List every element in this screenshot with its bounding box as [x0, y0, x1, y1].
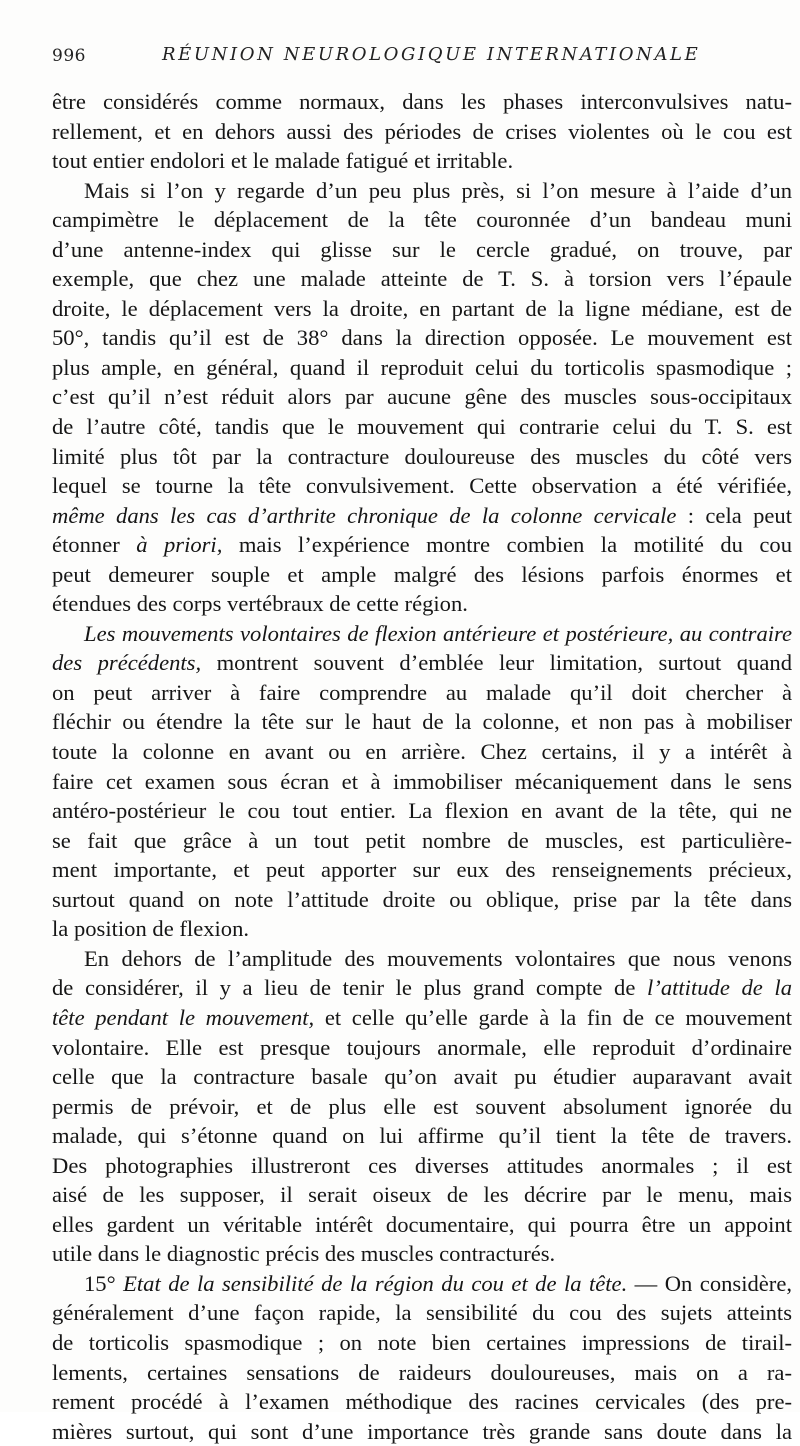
text-segment: Mais si l’on y regarde d’un peu plus près, si l’on mesure à l’aide d’un	[84, 177, 792, 203]
text-segment: la position de flexion.	[52, 916, 250, 942]
text-segment: montrent souvent d’emblée leur limitation, surtout quand	[201, 650, 793, 676]
text-line	[52, 442, 792, 472]
text-line	[52, 1298, 792, 1328]
text-segment: lequel se tourne la tête convulsivement. Cette observation a été vérifiée,	[52, 473, 792, 499]
text-segment: peut demeurer souple et ample malgré des lésions parfois énormes et	[52, 561, 792, 587]
text-line	[52, 501, 792, 531]
paragraph	[52, 176, 792, 619]
text-line	[52, 944, 792, 974]
text-segment: être considérés comme normaux, dans les phases interconvulsives natu-	[52, 89, 792, 114]
text-line	[52, 1062, 792, 1092]
text-segment: aisé de les supposer, il serait oiseux de les décrire par le menu, mais	[52, 1182, 792, 1208]
text-line	[52, 885, 792, 915]
text-segment: ment importante, et peut apporter sur eux des renseignements précieux,	[52, 857, 792, 883]
text-segment: faire cet examen sous écran et à immobiliser mécaniquement dans le sens	[52, 768, 792, 794]
text-line	[52, 353, 792, 383]
text-line	[52, 855, 792, 885]
text-line	[52, 678, 792, 708]
text-line	[52, 1328, 792, 1358]
italic-text: à priori,	[136, 532, 223, 558]
text-line	[52, 1003, 792, 1033]
text-segment: fléchir ou étendre la tête sur le haut de la colonne, et non pas à mobiliser	[52, 709, 792, 735]
text-line	[52, 1033, 792, 1063]
text-segment: et celle qu’elle garde à la fin de ce mouvement	[314, 1004, 792, 1030]
text-line	[52, 796, 792, 826]
text-segment: 50°, tandis qu’il est de 38° dans la direction opposée. Le mouvement est	[52, 325, 792, 351]
text-segment: de torticolis spasmodique ; on note bien certaines impressions de tirail-	[52, 1329, 792, 1355]
italic-text: Etat de la sensibilité de la région du cou et de la tête.	[123, 1270, 628, 1296]
text-segment: étendues des corps vertébraux de cette région.	[52, 591, 468, 617]
text-segment: antéro-postérieur le cou tout entier. La flexion en avant de la tête, qui ne	[52, 798, 792, 824]
text-segment: toute la colonne en avant ou en arrière. Chez certains, il y a intérêt à	[52, 739, 792, 765]
text-line	[52, 471, 792, 501]
text-line	[52, 176, 792, 206]
text-line	[52, 87, 792, 117]
paragraph	[52, 944, 792, 1269]
text-segment: étonner	[52, 532, 137, 558]
page-header	[52, 42, 792, 72]
text-segment: Des photographies illustreront ces diverses attitudes anormales ; il est	[52, 1152, 792, 1178]
text-segment: elles gardent un véritable intérêt documentaire, qui pourra être un appoint	[52, 1211, 792, 1237]
text-segment: rellement, et en dehors aussi des périodes de crises violentes où le cou est	[52, 118, 792, 144]
text-segment: de considérer, il y a lieu de tenir le plus grand compte de	[52, 975, 648, 1001]
text-line	[52, 205, 792, 235]
text-line	[52, 323, 792, 353]
text-line	[52, 530, 792, 560]
text-segment: rement procédé à l’examen méthodique des racines cervicales (des pre-	[52, 1389, 792, 1415]
text-line	[52, 767, 792, 797]
text-segment: — On considère,	[627, 1270, 793, 1296]
text-segment: mières surtout, qui sont d’une importance très grande sans doute dans la	[52, 1418, 792, 1444]
text-segment: permis de prévoir, et de plus elle est souvent absolument ignorée du	[52, 1093, 792, 1119]
text-segment: 15°	[84, 1270, 124, 1296]
text-line	[52, 235, 792, 265]
paragraph	[52, 87, 792, 176]
running-title: RÉUNION NEUROLOGIQUE INTERNATIONALE	[162, 44, 701, 65]
text-line	[52, 1092, 792, 1122]
text-segment: volontaire. Elle est presque toujours anormale, elle reproduit d’ordinaire	[52, 1034, 792, 1060]
text-segment: celle que la contracture basale qu’on avait pu étudier auparavant avait	[52, 1064, 792, 1090]
text-line	[52, 1387, 792, 1417]
paragraph	[52, 1269, 792, 1446]
italic-text: tête pendant le mouvement,	[52, 1004, 315, 1030]
text-segment: tout entier endolori et le malade fatigué et irritable.	[52, 148, 514, 174]
text-line	[52, 1210, 792, 1240]
text-line	[52, 619, 792, 649]
text-line	[52, 117, 792, 147]
text-line	[52, 412, 792, 442]
text-line	[52, 707, 792, 737]
text-segment: campimètre le déplacement de la tête couronnée d’un bandeau muni	[52, 207, 792, 233]
italic-text: l’attitude de la	[647, 975, 792, 1001]
text-segment: malade, qui s’étonne quand on lui affirme qu’il tient la tête de travers.	[52, 1123, 792, 1149]
text-segment: utile dans le diagnostic précis des muscles contracturés.	[52, 1241, 556, 1267]
text-segment: limité plus tôt par la contracture douloureuse des muscles du côté vers	[52, 443, 792, 469]
italic-text: Les mouvements volontaires de flexion antérieure et postérieure, au contraire	[84, 620, 792, 646]
text-line	[52, 1121, 792, 1151]
text-line	[52, 589, 792, 619]
text-line	[52, 1151, 792, 1181]
text-line	[52, 294, 792, 324]
text-line	[52, 146, 792, 176]
text-line	[52, 560, 792, 590]
text-segment: se fait que grâce à un tout petit nombre de muscles, est particulière-	[52, 827, 792, 853]
paragraph	[52, 619, 792, 944]
page-number: 996	[52, 46, 86, 66]
text-segment: on peut arriver à faire comprendre au malade qu’il doit chercher à	[52, 679, 792, 705]
text-line	[52, 1417, 792, 1446]
body-text	[52, 87, 792, 1446]
text-segment: lements, certaines sensations de raideurs douloureuses, mais on a ra-	[52, 1359, 792, 1385]
italic-text: même dans les cas d’arthrite chronique de la colonne cervicale	[52, 502, 677, 528]
text-line	[52, 1180, 792, 1210]
text-segment: : cela peut	[676, 502, 792, 528]
italic-text: des précédents,	[52, 650, 202, 676]
text-line	[52, 737, 792, 767]
text-segment: plus ample, en général, quand il reproduit celui du torticolis spasmodique ;	[52, 354, 792, 380]
text-line	[52, 648, 792, 678]
text-segment: de l’autre côté, tandis que le mouvement qui contrarie celui du T. S. est	[52, 414, 792, 440]
text-line	[52, 1358, 792, 1388]
text-line	[52, 264, 792, 294]
text-line	[52, 914, 792, 944]
text-segment: exemple, que chez une malade atteinte de T. S. à torsion vers l’épaule	[52, 266, 792, 292]
text-line	[52, 382, 792, 412]
text-segment: droite, le déplacement vers la droite, en partant de la ligne médiane, est de	[52, 295, 792, 321]
text-line	[52, 1269, 792, 1299]
text-segment: c’est qu’il n’est réduit alors par aucune gêne des muscles sous-occipitaux	[52, 384, 792, 410]
text-segment: surtout quand on note l’attitude droite ou oblique, prise par la tête dans	[52, 886, 792, 912]
text-line	[52, 1239, 792, 1269]
text-line	[52, 973, 792, 1003]
text-segment: d’une antenne-index qui glisse sur le cercle gradué, on trouve, par	[52, 236, 792, 262]
text-segment: En dehors de l’amplitude des mouvements volontaires que nous venons	[84, 945, 792, 971]
text-segment: mais l’expérience montre combien la motilité du cou	[222, 532, 792, 558]
text-line	[52, 826, 792, 856]
text-segment: généralement d’une façon rapide, la sensibilité du cou des sujets atteints	[52, 1300, 792, 1326]
